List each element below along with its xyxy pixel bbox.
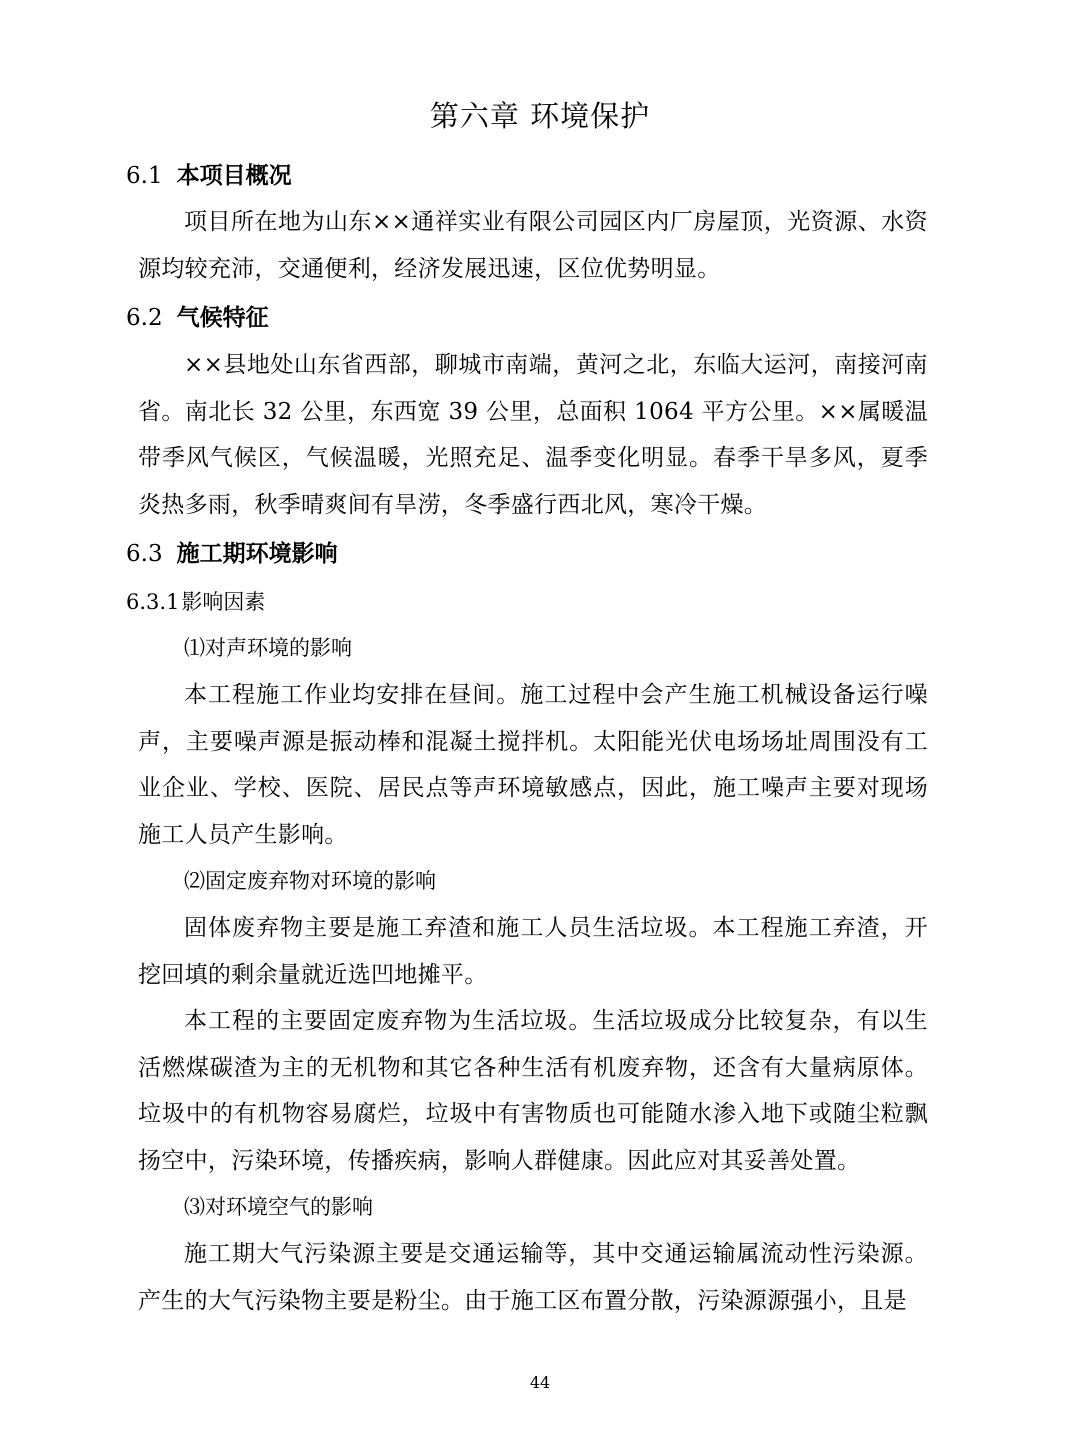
paragraph-project-overview: 项目所在地为山东××通祥实业有限公司园区内厂房屋顶，光资源、水资源均较充沛，交通便利，经济发展迅速，区位优势明显。 bbox=[138, 209, 928, 282]
chapter-title: 第六章 环境保护 bbox=[429, 99, 651, 133]
paragraph-noise: 本工程施工作业均安排在昼间。施工过程中会产生施工机械设备运行噪声，主要噪声源是振动棒和混凝土搅拌机。太阳能光伏电场场址周围没有工业企业、学校、医院、居民点等声环境敏感点，因此，施工噪声主要对现场施工人员产生影响。 bbox=[138, 682, 928, 849]
section-number: 6.2 bbox=[126, 305, 163, 331]
item-heading-solid-waste: ⑵固定废弃物对环境的影响 bbox=[184, 869, 436, 893]
subsection-heading-6-3-1 bbox=[126, 586, 265, 618]
paragraph-solid-waste-2: 本工程的主要固定废弃物为生活垃圾。生活垃圾成分比较复杂，有以生活燃煤碳渣为主的无机物和其它各种生活有机废弃物，还含有大量病原体。垃圾中的有机物容易腐烂，垃圾中有害物质也可能随水渗入地下或随尘粒飘扬空中，污染环境，传播疾病，影响人群健康。因此应对其妥善处置。 bbox=[138, 1008, 928, 1175]
page-number: 44 bbox=[529, 1373, 551, 1392]
paragraph-air: 施工期大气污染源主要是交通运输等，其中交通运输属流动性污染源。产生的大气污染物主要是粉尘。由于施工区布置分散，污染源源强小，且是 bbox=[138, 1241, 928, 1314]
subsection-number: 6.3.1 bbox=[126, 590, 180, 614]
section-title: 气候特征 bbox=[176, 304, 269, 331]
section-title: 施工期环境影响 bbox=[176, 540, 338, 567]
section-heading-6-3 bbox=[126, 537, 338, 571]
paragraph-climate: ××县地处山东省西部，聊城市南端，黄河之北，东临大运河，南接河南省。南北长 32 公里，东西宽 39 公里，总面积 1064 平方公里。××属暖温带季风气候区，气候温暖，光照充足、温季变化明显。春季干旱多风，夏季炎热多雨，秋季晴爽间有旱涝，冬季盛行西北风，寒冷干燥。 bbox=[138, 352, 928, 519]
subsection-title: 影响因素 bbox=[181, 590, 266, 614]
item-heading-noise: ⑴对声环境的影响 bbox=[184, 636, 352, 660]
item-heading-air: ⑶对环境空气的影响 bbox=[184, 1195, 373, 1219]
paragraph-solid-waste-1: 固体废弃物主要是施工弃渣和施工人员生活垃圾。本工程施工弃渣，开挖回填的剩余量就近选凹地摊平。 bbox=[138, 915, 928, 988]
section-number: 6.1 bbox=[126, 163, 163, 189]
section-heading-6-2 bbox=[126, 301, 269, 335]
section-heading-6-1 bbox=[126, 159, 292, 193]
section-title: 本项目概况 bbox=[176, 162, 292, 189]
section-number: 6.3 bbox=[126, 541, 163, 567]
